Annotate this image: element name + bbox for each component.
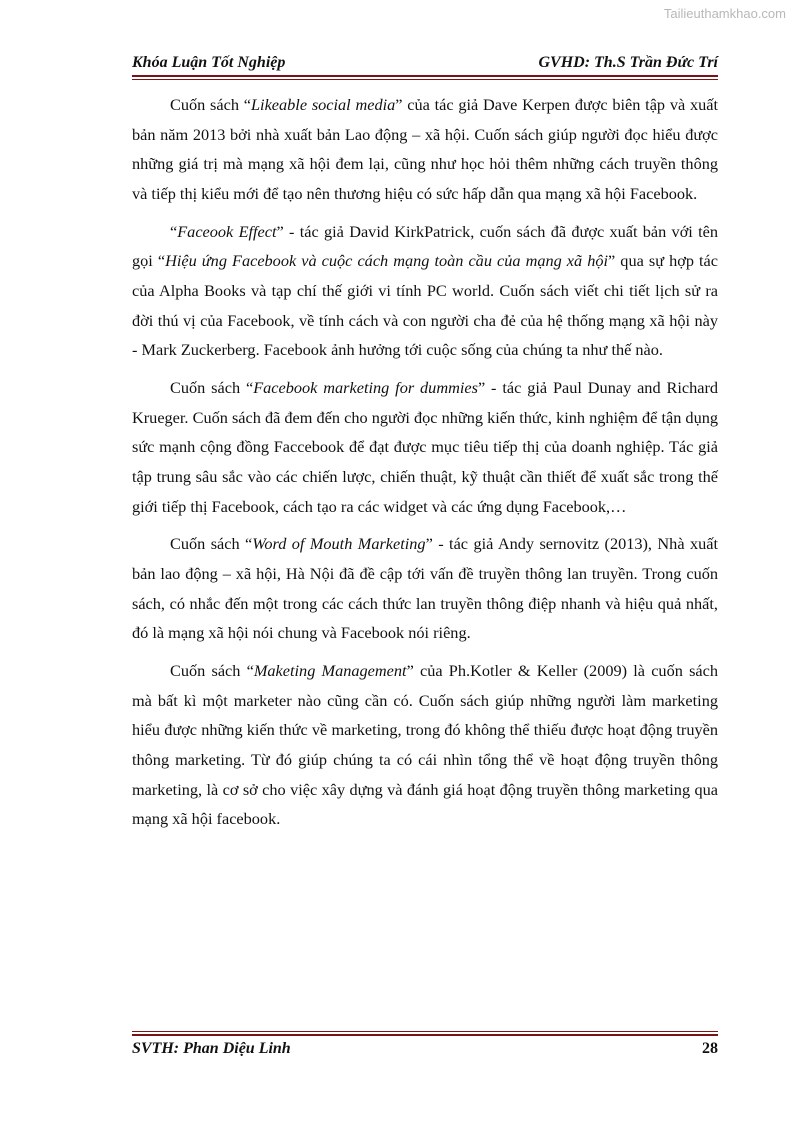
book-title-vietnamese: Hiệu ứng Facebook và cuộc cách mạng toàn cầu của mạng xã hội	[165, 251, 609, 271]
header-thesis-title: Khóa Luận Tốt Nghiệp	[132, 54, 286, 71]
header-advisor: GVHD: Th.S Trần Đức Trí	[538, 54, 718, 71]
paragraph-text: “	[170, 221, 178, 241]
paragraph-dummies	[132, 373, 718, 521]
watermark-text: Tailieuthamkhao.com	[663, 6, 786, 21]
footer-divider-thin	[132, 1031, 718, 1032]
paragraph-text: Cuốn sách “	[170, 95, 251, 114]
page-number: 28	[702, 1040, 718, 1057]
page-footer	[132, 1040, 718, 1058]
paragraph-word-of-mouth	[132, 529, 718, 647]
book-title: Likeable social media	[250, 95, 396, 114]
paragraph-text: ” của Ph.Kotler & Keller (2009) là cuốn sách mà bất kì một marketer nào cũng cần có. Cuốn sách giúp những người làm marketing hiểu được những kiến thức về marketing, trong đó không thể thiếu được hoạt động truyền thông marketing. Từ đó giúp chúng ta có cái nhìn tổng thể về hoạt động truyền thông marketing, là cơ sở cho việc xây dựng và đánh giá hoạt động truyền thông marketing qua mạng xã hội facebook.	[132, 661, 718, 829]
book-title: Word of Mouth Marketing	[252, 534, 426, 554]
paragraph-text: ” qua sự hợp tác của Alpha Books và tạp chí thế giới vi tính PC world. Cuốn sách viết chi tiết lịch sử ra đời thú vị của Facebook, về tính cách và con người cha đẻ của hệ thống mạng xã hội này - Mark Zuckerberg. Facebook ảnh hưởng tới cuộc sống của chúng ta như thế nào.	[132, 251, 718, 360]
book-title: Maketing Management	[253, 661, 407, 681]
paragraph-text: Cuốn sách “	[170, 378, 254, 398]
header-divider-thin	[132, 79, 718, 80]
paragraph-likeable	[132, 90, 718, 208]
book-title: Facebook marketing for dummies	[253, 378, 478, 398]
body-text	[132, 90, 718, 842]
footer-divider	[132, 1034, 718, 1036]
book-title: Faceook Effect	[177, 221, 277, 241]
paragraph-text: ” của tác giả Dave Kerpen được biên tập và xuất bản năm 2013 bởi nhà xuất bản Lao động – xã hội. Cuốn sách giúp người đọc hiểu được những giá trị mà mạng xã hội đem lại, cũng như học hỏi thêm những cách truyền thông và tiếp thị kiểu mới để tạo nên thương hiệu có sức hấp dẫn qua mạng xã hội Facebook.	[132, 95, 719, 203]
paragraph-marketing-management	[132, 656, 718, 834]
header-divider	[132, 75, 718, 77]
paragraph-text: ” - tác giả Paul Dunay and Richard Krueger. Cuốn sách đã đem đến cho người đọc những kiến thức, kinh nghiệm để tận dụng sức mạnh cộng đồng Faccebook để đạt được mục tiêu tiếp thị của doanh nghiệp. Tác giả tập trung sâu sắc vào các chiến lược, chiến thuật, kỹ thuật cần thiết để xuất sắc trong thế giới tiếp thị Facebook, cách tạo ra các widget và các ứng dụng Facebook,…	[132, 378, 719, 516]
paragraph-text: ” - tác giả David KirkPatrick, cuốn sách đã được xuất bản với tên gọi “	[132, 221, 719, 271]
paragraph-text: Cuốn sách “	[170, 661, 254, 681]
footer-author: SVTH: Phan Diệu Linh	[132, 1040, 291, 1057]
paragraph-text: ” - tác giả Andy sernovitz (2013), Nhà xuất bản lao động – xã hội, Hà Nội đã đề cập tới vấn đề truyền thông lan truyền. Trong cuốn sách, có nhắc đến một trong các cách thức lan truyền thông điệp nhanh và hiệu quả nhất, đó là mạng xã hội nói chung và Facebook nói riêng.	[132, 534, 718, 643]
paragraph-facebook-effect	[132, 217, 718, 365]
page-header	[132, 50, 718, 72]
paragraph-text: Cuốn sách “	[170, 534, 253, 554]
